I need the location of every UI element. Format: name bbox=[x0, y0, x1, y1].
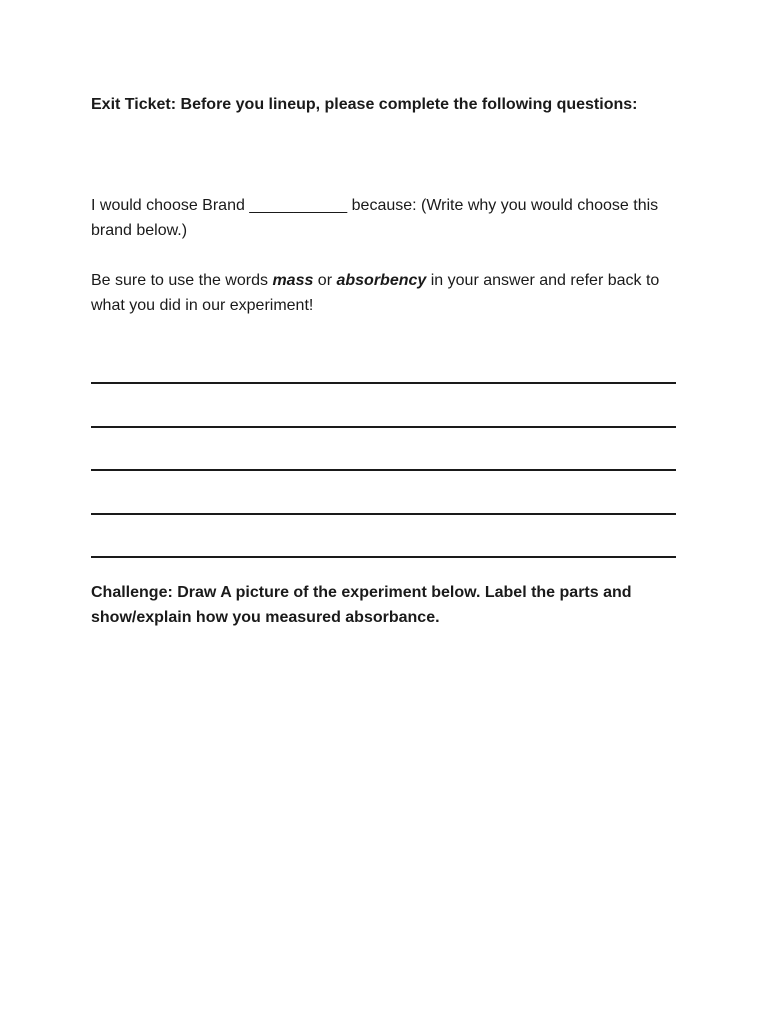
instruction-prefix: Be sure to use the words bbox=[91, 272, 273, 289]
instruction-suffix: in your answer and refer back to what you did in our experiment! bbox=[91, 272, 660, 314]
keyword-absorbency: absorbency bbox=[336, 272, 427, 289]
instruction-or: or bbox=[313, 272, 337, 289]
answer-line[interactable] bbox=[91, 513, 676, 515]
keyword-mass: mass bbox=[272, 272, 314, 289]
answer-line[interactable] bbox=[91, 469, 676, 471]
drawing-area[interactable] bbox=[91, 640, 676, 1000]
answer-line[interactable] bbox=[91, 382, 676, 384]
answer-line[interactable] bbox=[91, 556, 676, 558]
answer-line[interactable] bbox=[91, 426, 676, 428]
challenge-heading: Challenge: Draw A picture of the experiment below. Label the parts and show/explain how you measured absorbance. bbox=[91, 584, 632, 626]
brand-choice-prompt: I would choose Brand ___________ because: (Write why you would choose this brand below.) bbox=[91, 197, 659, 239]
exit-ticket-heading: Exit Ticket: Before you lineup, please complete the following questions: bbox=[91, 96, 638, 113]
word-usage-instruction bbox=[91, 268, 691, 318]
